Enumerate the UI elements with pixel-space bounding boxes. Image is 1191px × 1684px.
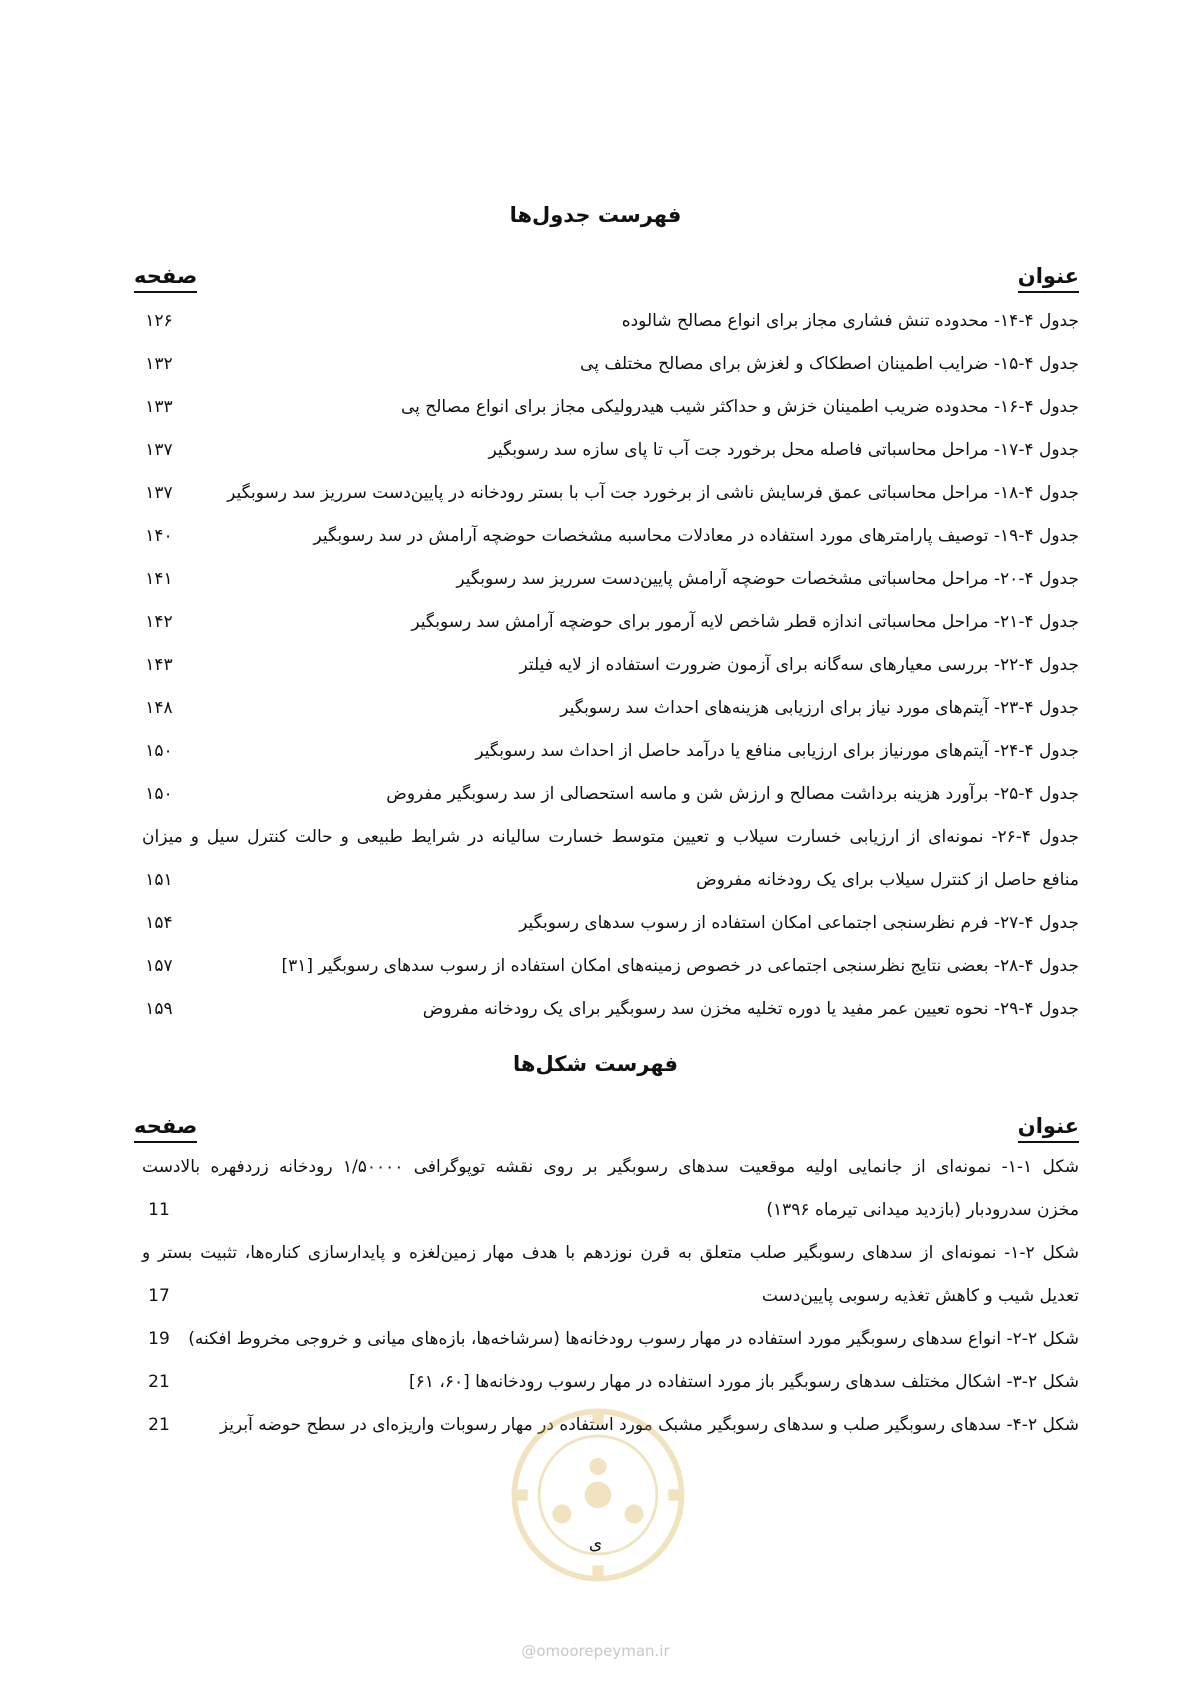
table-entry-page-number: ۱۴۳ (145, 655, 173, 675)
table-entry-page-number: ۱۵۴ (145, 913, 173, 933)
table-entry-page-number: ۱۴۸ (145, 698, 173, 718)
table-entry-page-number: ۱۵۰ (145, 741, 173, 761)
figure-entry-title: تعدیل شیب و کاهش تغذیه رسوبی پایین‌دست (761, 1286, 1079, 1306)
figure-entry-title: شکل ۱-۱- نمونه‌ای از جانمایی اولیه موقعیت سدهای رسوبگیر بر روی نقشه توپوگرافی ۱/۵۰۰۰۰ رودخانه زردفهره بالادست (142, 1157, 1079, 1177)
table-entry-row (142, 472, 1079, 515)
table-entry-title: جدول ۴-۱۵- ضرایب اطمینان اصطکاک و لغزش برای مصالح مختلف پی (580, 354, 1079, 374)
figure-entry-row (142, 1275, 1079, 1318)
table-entry-row (142, 515, 1079, 558)
table-entry-title: جدول ۴-۲۳- آیتم‌های مورد نیاز برای ارزیابی هزینه‌های احداث سد رسوبگیر (560, 698, 1079, 718)
tables-col-title-header: عنوان (1018, 262, 1079, 293)
figure-entry-page-number: 21 (148, 1415, 170, 1435)
figure-entry-title: شکل ۲-۴- سدهای رسوبگیر صلب و سدهای رسوبگیر مشبک مورد استفاده در مهار رسوبات واریزه‌ای در سطح حوضه آبریز (219, 1415, 1079, 1435)
table-entry-page-number: ۱۳۷ (145, 440, 173, 460)
table-entry-row (142, 558, 1079, 601)
table-entry-title: جدول ۴-۲۸- بعضی نتایج نظرسنجی اجتماعی در خصوص زمینه‌های امکان استفاده از رسوب سدهای رسوبگیر [۳۱] (281, 956, 1079, 976)
seal-watermark-icon (503, 1400, 693, 1590)
table-entry-row (142, 859, 1079, 902)
figure-entry-title: شکل ۲-۲- انواع سدهای رسوبگیر مورد استفاده در مهار رسوب رودخانه‌ها (سرشاخه‌ها، بازه‌های میانی و خروجی مخروط افکنه) (188, 1329, 1079, 1349)
figure-entry-row (142, 1232, 1079, 1275)
table-entry-page-number: ۱۵۱ (145, 870, 173, 890)
table-entry-page-number: ۱۵۰ (145, 784, 173, 804)
figure-entry-row (142, 1318, 1079, 1361)
table-entry-row (142, 773, 1079, 816)
table-entry-title: جدول ۴-۲۵- برآورد هزینه برداشت مصالح و ارزش شن و ماسه استحصالی از سد رسوبگیر مفروض (386, 784, 1079, 804)
figure-entry-page-number: 17 (148, 1286, 170, 1306)
figure-entry-row (142, 1146, 1079, 1189)
table-entry-title: جدول ۴-۲۶- نمونه‌ای از ارزیابی خسارت سیلاب و تعیین متوسط خسارت سالیانه در شرایط طبیعی و حالت کنترل سیل و میزان (142, 827, 1079, 847)
table-entry-row (142, 386, 1079, 429)
tables-col-page-header: صفحه (134, 262, 197, 293)
table-entry-row (142, 902, 1079, 945)
table-entry-row (142, 343, 1079, 386)
table-entry-page-number: ۱۵۷ (145, 956, 173, 976)
table-entry-page-number: ۱۴۱ (145, 569, 173, 589)
table-entry-page-number: ۱۳۲ (145, 354, 173, 374)
table-entry-title: منافع حاصل از کنترل سیلاب برای یک رودخانه مفروض (696, 870, 1079, 890)
figure-entry-page-number: 19 (148, 1329, 170, 1349)
figure-entry-row (142, 1361, 1079, 1404)
table-entry-page-number: ۱۲۶ (145, 311, 173, 331)
table-entry-row (142, 300, 1079, 343)
figures-section-title: فهرست شکل‌ها (513, 1052, 678, 1076)
table-entry-row (142, 429, 1079, 472)
table-entry-row (142, 601, 1079, 644)
table-entry-title: جدول ۴-۲۴- آیتم‌های مورنیاز برای ارزیابی منافع یا درآمد حاصل از احداث سد رسوبگیر (475, 741, 1079, 761)
figure-entry-page-number: 11 (148, 1200, 170, 1220)
figure-entry-row (142, 1189, 1079, 1232)
table-entry-title: جدول ۴-۲۱- مراحل محاسباتی اندازه قطر شاخص لایه آرمور برای حوضچه آرامش سد رسوبگیر (411, 612, 1079, 632)
table-entry-page-number: ۱۴۰ (145, 526, 173, 546)
table-entry-row (142, 730, 1079, 773)
tables-list (142, 300, 1079, 1031)
table-entry-row (142, 687, 1079, 730)
watermark-url: @omoorepeyman.ir (521, 1642, 670, 1660)
table-entry-row (142, 945, 1079, 988)
table-entry-row (142, 644, 1079, 687)
figures-col-title-header: عنوان (1018, 1112, 1079, 1143)
figures-col-page-header: صفحه (134, 1112, 197, 1143)
table-entry-title: جدول ۴-۲۹- نحوه تعیین عمر مفید یا دوره تخلیه مخزن سد رسوبگیر برای یک رودخانه مفروض (422, 999, 1079, 1019)
table-entry-title: جدول ۴-۲۲- بررسی معیارهای سه‌گانه برای آزمون ضرورت استفاده از لایه فیلتر (519, 655, 1079, 675)
table-entry-title: جدول ۴-۲۰- مراحل محاسباتی مشخصات حوضچه آرامش پایین‌دست سرریز سد رسوبگیر (456, 569, 1079, 589)
table-entry-page-number: ۱۵۹ (145, 999, 173, 1019)
table-entry-title: جدول ۴-۱۷- مراحل محاسباتی فاصله محل برخورد جت آب تا پای سازه سد رسوبگیر (488, 440, 1079, 460)
table-entry-row (142, 988, 1079, 1031)
figure-entry-title: شکل ۲-۳- اشکال مختلف سدهای رسوبگیر باز مورد استفاده در مهار رسوب رودخانه‌ها [۶۰، ۶۱] (409, 1372, 1079, 1392)
table-entry-page-number: ۱۳۷ (145, 483, 173, 503)
footer-page-number: ی (588, 1534, 603, 1554)
figure-entry-page-number: 21 (148, 1372, 170, 1392)
table-entry-row (142, 816, 1079, 859)
figure-entry-title: شکل ۲-۱- نمونه‌ای از سدهای رسوبگیر صلب متعلق به قرن نوزدهم با هدف مهار زمین‌لغزه و پایدارسازی کناره‌ها، تثبیت بستر و (142, 1243, 1079, 1263)
table-entry-title: جدول ۴-۱۴- محدوده تنش فشاری مجاز برای انواع مصالح شالوده (621, 311, 1079, 331)
table-entry-title: جدول ۴-۱۸- مراحل محاسباتی عمق فرسایش ناشی از برخورد جت آب با بستر رودخانه در پایین‌دست سرریز سد رسوبگیر (227, 483, 1079, 503)
table-entry-title: جدول ۴-۱۹- توصیف پارامترهای مورد استفاده در معادلات محاسبه مشخصات حوضچه آرامش در سد رسوبگیر (313, 526, 1079, 546)
table-entry-page-number: ۱۴۲ (145, 612, 173, 632)
table-entry-title: جدول ۴-۲۷- فرم نظرسنجی اجتماعی امکان استفاده از رسوب سدهای رسوبگیر (519, 913, 1079, 933)
tables-section-title: فهرست جدول‌ها (509, 203, 682, 227)
table-entry-title: جدول ۴-۱۶- محدوده ضریب اطمینان خزش و حداکثر شیب هیدرولیکی مجاز برای انواع مصالح پی (400, 397, 1079, 417)
figure-entry-title: مخزن سدرودبار (بازدید میدانی تیرماه ۱۳۹۶) (766, 1200, 1079, 1220)
table-entry-page-number: ۱۳۳ (145, 397, 173, 417)
